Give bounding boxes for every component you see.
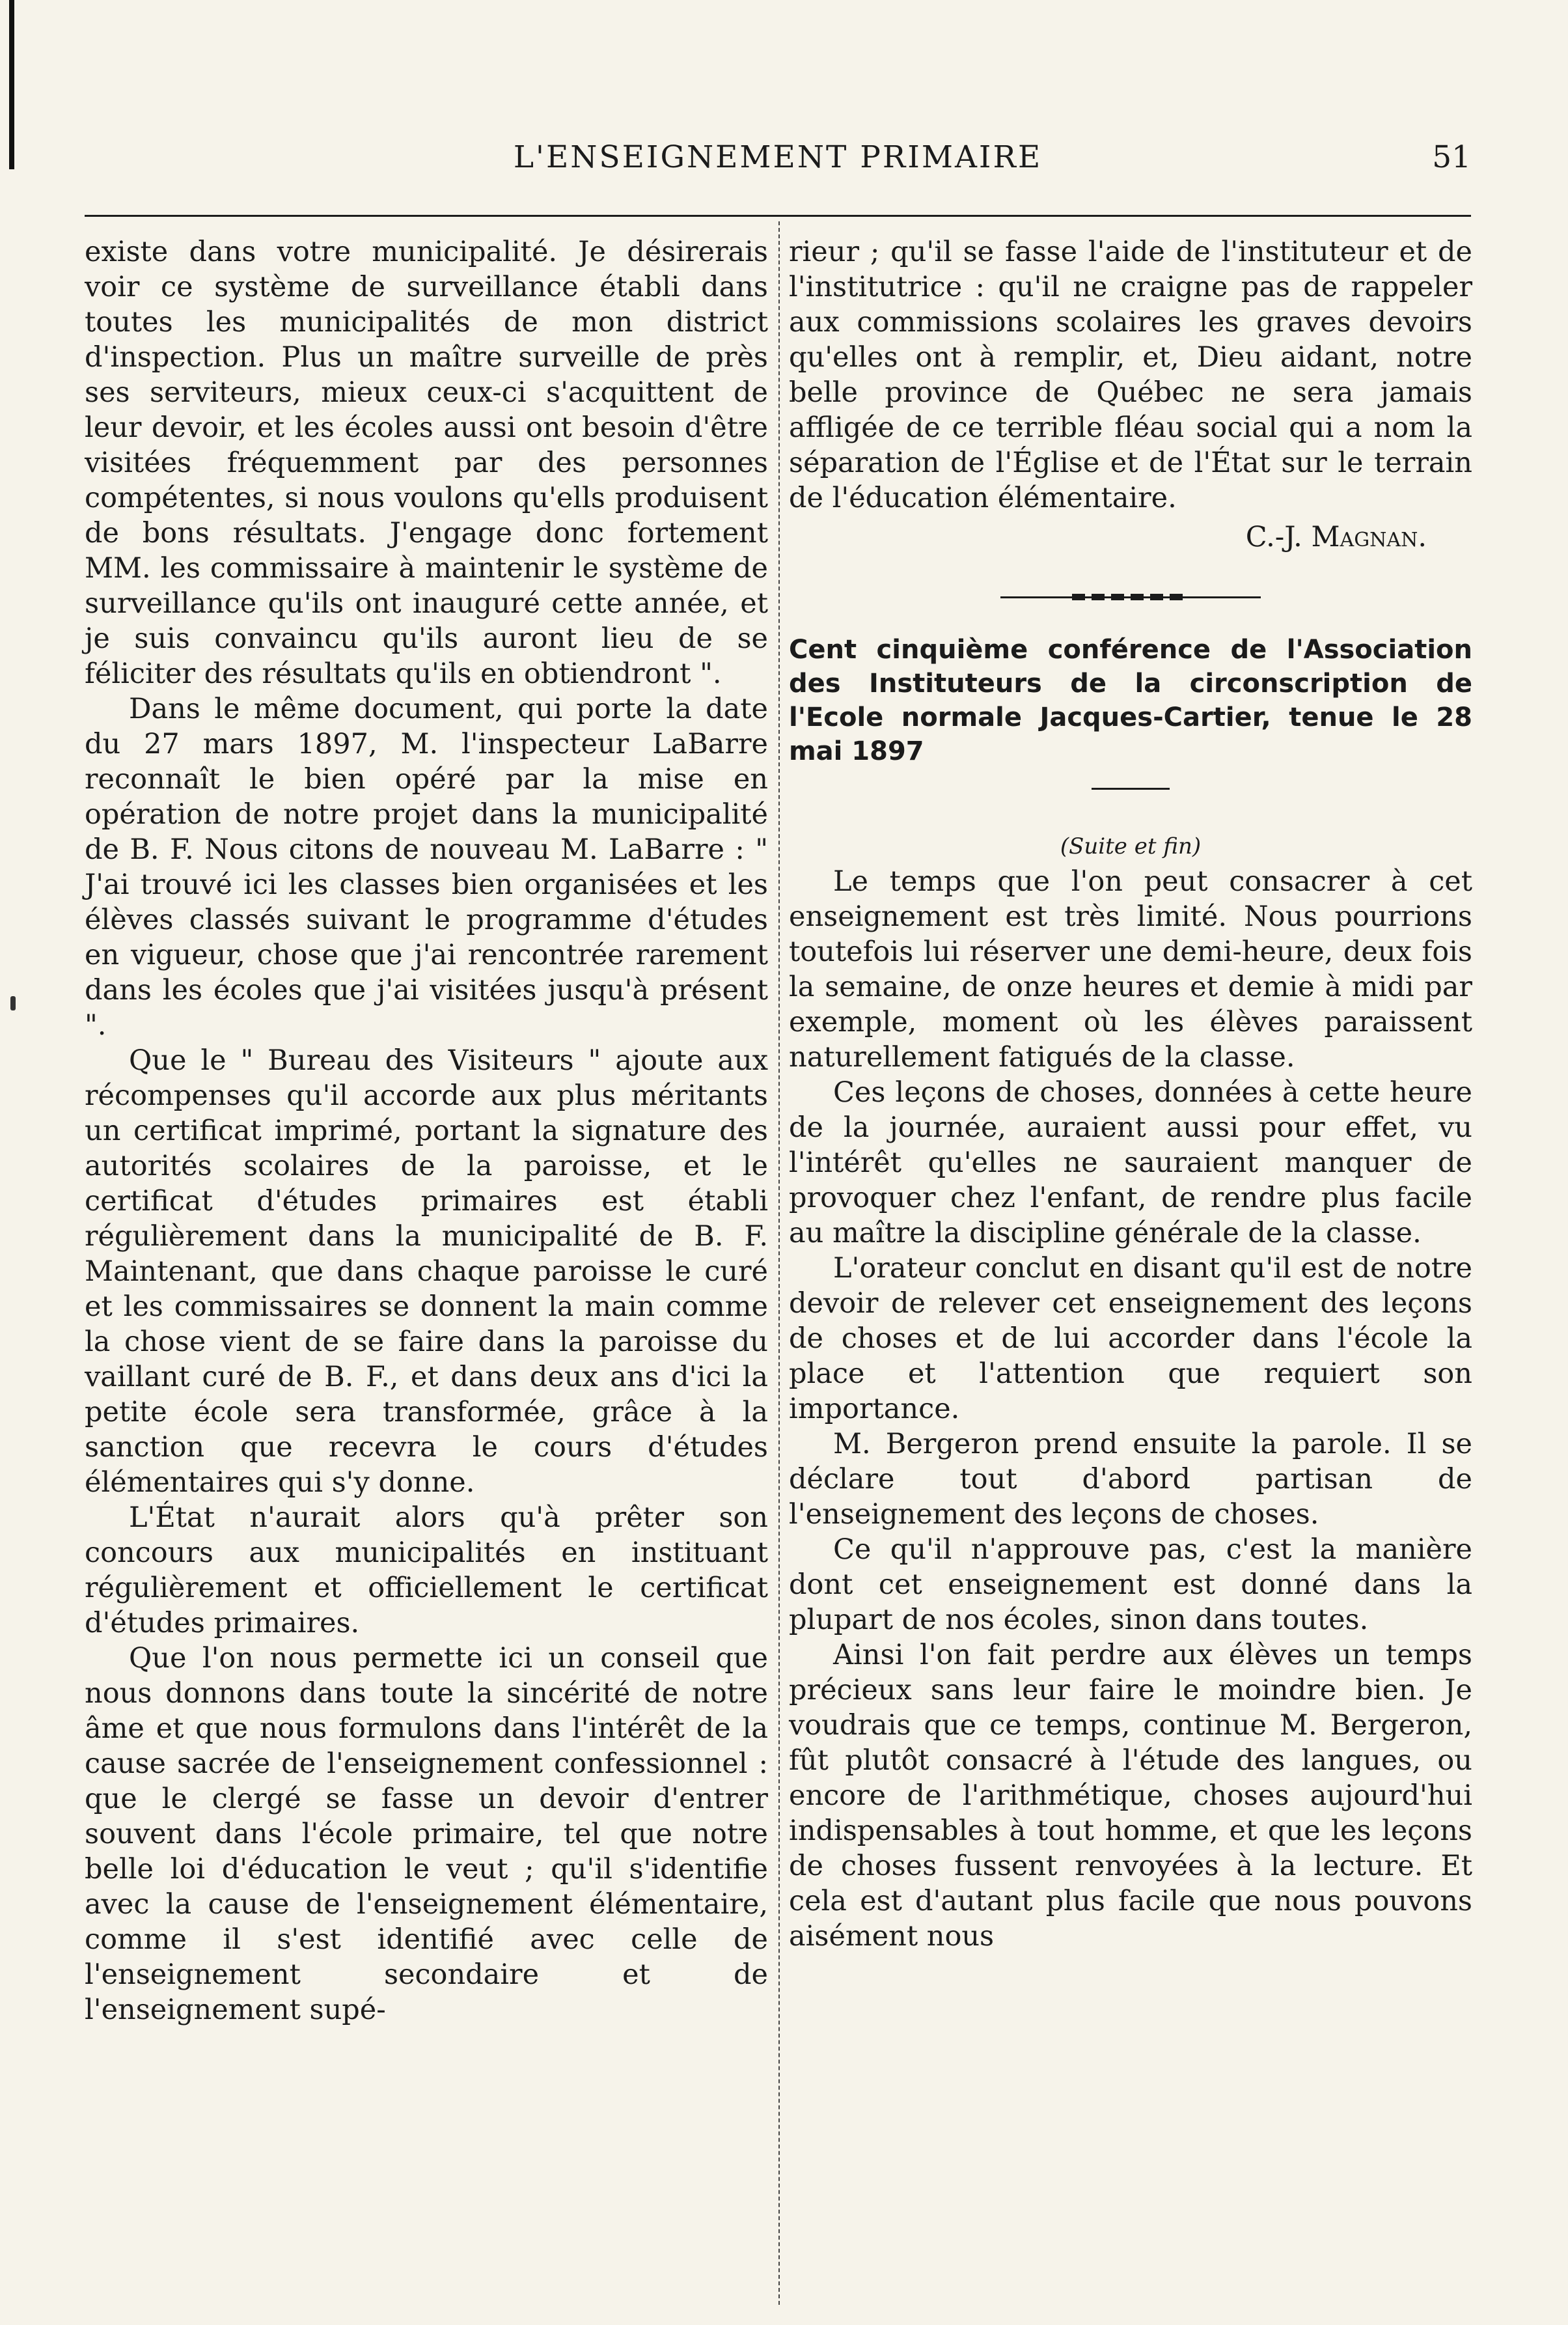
left-paragraph-2: Dans le même document, qui porte la date du 27 mars 1897, M. l'inspecteur LaBarre reconnaît le bien opéré par la mise en opération de notre projet dans la municipalité de B. F. Nous citons de nouveau M. LaBarre : " J'ai trouvé ici les classes bien organisées et les élèves classés suivant le programme d'études en vigueur, chose que j'ai rencontrée rarement dans les écoles que j'ai visitées jusqu'à présent ". — [85, 693, 768, 1042]
left-paragraph-3: Que le " Bureau des Visiteurs " ajoute aux récompenses qu'il accorde aux plus méritants un certificat imprimé, portant la signature des autorités scolaires de la paroisse, et le certificat d'études primaires est établi régulièrement dans la municipalité de B. F. Maintenant, que dans chaque paroisse le curé et les commissaires se donnent la main comme la chose vient de se faire dans la paroisse du vaillant curé de B. F., et dans deux ans d'ici la petite école sera transformée, grâce à la sanction que recevra le cours d'études élémentaires qui s'y donne. — [85, 1044, 768, 1499]
right-paragraph-5: Ce qu'il n'approuve pas, c'est la manière dont cet enseignement est donné dans la plupart de nos écoles, sinon dans toutes. — [789, 1533, 1472, 1636]
right-paragraph-2: Ces leçons de choses, données à cette heure de la journée, auraient aussi pour effet, vu l'intérêt qu'elles ne sauraient manquer de provoquer chez l'enfant, de rendre plus facile au maître la discipline générale de la classe. — [789, 1076, 1472, 1249]
right-paragraph-3: L'orateur conclut en disant qu'il est de notre devoir de relever cet enseignement des leçons de choses et de lui accorder dans l'école la place et l'attention que requiert son importance. — [789, 1252, 1472, 1425]
right-paragraph-4: M. Bergeron prend ensuite la parole. Il se déclare tout d'abord partisan de l'enseignement des leçons de choses. — [789, 1428, 1472, 1531]
section-ornament — [1000, 594, 1261, 600]
right-column — [789, 234, 1472, 1954]
right-intro-paragraph: rieur ; qu'il se fasse l'aide de l'instituteur et de l'institutrice : qu'il ne craigne pas de rappeler aux commissions scolaires les graves devoirs qu'elles ont à remplir, et, Dieu aidant, notre belle province de Québec ne sera jamais affligée de ce terrible fléau social qui a nom la séparation de l'Église et de l'État sur le terrain de l'éducation élémentaire. — [789, 236, 1472, 514]
author-signature: C.-J. Magnan. — [1245, 521, 1427, 553]
left-paragraph-4: L'État n'aurait alors qu'à prêter son concours aux municipalités en instituant régulièrement et officiellement le certificat d'études primaires. — [85, 1501, 768, 1639]
suite-note: (Suite et fin) — [1060, 833, 1202, 859]
page-margin-mark — [10, 996, 16, 1010]
running-header — [85, 139, 1471, 191]
left-paragraph-1: existe dans votre municipalité. Je désirerais voir ce système de surveillance établi dans toutes les municipalités de mon district d'inspection. Plus un maître surveille de près ses serviteurs, mieux ceux-ci s'acquittent de leur devoir, et les écoles aussi ont besoin d'être visitées fréquemment par des personnes compétentes, si nous voulons qu'ells produisent de bons résultats. J'engage donc fortement MM. les commissaire à maintenir le système de surveillance qu'ils ont inauguré cette année, et je suis convaincu qu'ils auront lieu de se féliciter des résultats qu'ils en obtiendront ". — [85, 236, 768, 690]
heading-rule — [1092, 788, 1170, 790]
right-paragraph-1: Le temps que l'on peut consacrer à cet enseignement est très limité. Nous pourrions toutefois lui réserver une demi-heure, deux fois la semaine, de onze heures et demie à midi par exemple, moment où les élèves paraissent naturellement fatigués de la classe. — [789, 865, 1472, 1074]
section-heading: Cent cinquième conférence de l'Association des Instituteurs de la circonscription de l'Ecole normale Jacques-Cartier, tenue le 28 mai 1897 — [789, 635, 1472, 766]
right-paragraph-6: Ainsi l'on fait perdre aux élèves un temps précieux sans leur faire le moindre bien. Je voudrais que ce temps, continue M. Bergeron, fût plutôt consacré à l'étude des langues, ou encore de l'arithmétique, choses aujourd'hui indispensables à tout homme, et que les leçons de choses fussent renvoyées à la lecture. Et cela est d'autant plus facile que nous pouvons aisément nous — [789, 1639, 1472, 1953]
page-number: 51 — [1432, 139, 1471, 175]
column-separator — [778, 221, 780, 2305]
left-paragraph-5: Que l'on nous permette ici un conseil que nous donnons dans toute la sincérité de notre âme et que nous formulons dans l'intérêt de la cause sacrée de l'enseignement confessionnel : que le clergé se fasse un devoir d'entrer souvent dans l'école primaire, tel que notre belle loi d'éducation le veut ; qu'il s'identifie avec la cause de l'enseignement élémentaire, comme il s'est identifié avec celle de l'enseignement secondaire et de l'enseignement supé- — [85, 1642, 768, 2026]
left-column — [85, 234, 768, 2027]
header-rule — [85, 215, 1471, 217]
page-edge-mark — [9, 0, 14, 169]
running-title: L'ENSEIGNEMENT PRIMAIRE — [513, 139, 1043, 175]
